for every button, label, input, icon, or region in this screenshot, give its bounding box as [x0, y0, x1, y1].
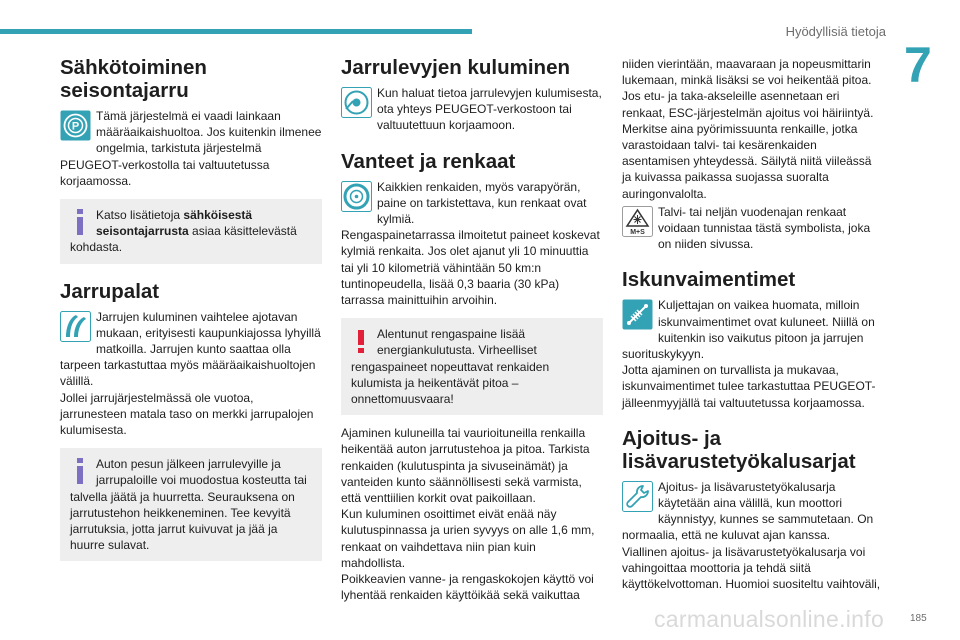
- warning-note-text: Alentunut rengaspaine lisää energiankulutusta. Virheelliset rengaspaineet nopeuttavat renkaiden kulumista ja heikentävät pitoa – onnettomuusvaara!: [351, 327, 550, 407]
- section-title-parking-brake: Sähkötoiminen seisontajarru: [60, 56, 207, 102]
- column-3: [622, 56, 884, 592]
- column-2: [341, 56, 603, 603]
- section-title-brake-pads: Jarrupalat: [60, 279, 160, 303]
- note-text-part: asiaa käsittelevästä kohdasta.: [70, 224, 297, 255]
- paragraph-shock-inspection: Jotta ajaminen on turvallista ja mukavaa, iskunvaimentimet tulee tarkastuttaa PEUGEOT-jälleenmyyjällä tai valtuutetussa korjaamossa.: [622, 363, 876, 410]
- info-note-parking-brake: [60, 199, 322, 264]
- paragraph-text: Kun haluat tietoa jarrulevyjen kulumisesta, ota yhteys PEUGEOT-verkostoon tai valtuutettuun korjaamoon.: [377, 86, 602, 133]
- watermark: carmanualsonline.info: [654, 606, 885, 632]
- section-title-brake-discs: Jarrulevyjen kuluminen: [341, 56, 571, 79]
- info-note-brake-washing: [60, 448, 322, 561]
- paragraph-text: Jarrujen kuluminen vaihtelee ajotavan mukaan, erityisesti kaupunkiajossa lyhyillä matkoilla. Jarrujen kunto saattaa olla tarpeen tarkastuttaa myös määräaikaishuoltojen välillä.: [60, 309, 321, 389]
- warning-note-tyre-pressure: [341, 318, 603, 415]
- paragraph-shock-absorbers: [622, 297, 884, 362]
- shock-absorber-icon: [622, 299, 653, 330]
- paragraph-timing-damage: Viallinen ajoitus- ja lisävarustetyökalusarja voi vahingoittaa moottoria ja tehdä siitä käyttökelvottoman. Huomioi suositeltu vaihtoväli,: [622, 544, 881, 592]
- info-icon: [70, 209, 90, 235]
- ms-label: M+S: [630, 228, 645, 236]
- maintenance-wrench-icon: [60, 110, 91, 141]
- tyre-icon: [341, 181, 372, 212]
- section-title-shock-absorbers: Iskunvaimentimet: [622, 268, 796, 292]
- brake-pad-icon: [60, 311, 91, 342]
- note-text-part: Katso lisätietoja: [96, 208, 184, 223]
- paragraph-tyre-storage: Merkitse aina pyörimissuunta renkaille, jotka varastoidaan talvi- tai kesärenkaiden asentamisen yhteydessä. Säilytä niitä viileässä ja kuivassa paikassa suojassa suoralta auringonvalolta.: [622, 121, 872, 201]
- paragraph-text: Tämä järjestelmä ei vaadi lainkaan määräaikaishuoltoa. Jos kuitenkin ilmenee ongelmia, tarkistuta järjestelmä PEUGEOT-verkostolla tai valtuutetussa korjaamossa.: [60, 109, 322, 188]
- chapter-title: Hyödyllisiä tietoja: [785, 24, 886, 39]
- paragraph-wear-indicators: Kun kuluminen osoittimet eivät enää näy kulutuspinnassa ja urien syvyys on alle 1,6 mm, renkaat on vaihdettava niin pian kuin mahdollista.: [341, 507, 595, 570]
- info-note-text: [70, 207, 312, 256]
- column-1: [60, 56, 322, 561]
- paragraph-winter-tyres: [622, 204, 884, 253]
- chapter-number: 7: [904, 37, 932, 93]
- info-icon: [70, 458, 90, 484]
- snowflake-mountain-icon: [622, 206, 653, 237]
- brake-disc-icon: [341, 87, 372, 118]
- svg-text:P: P: [71, 120, 80, 133]
- paragraph-text: Ajoitus- ja lisävarustetyökalusarja käytetään aina välillä, kun moottori käynnistyy, kunnes se sammutetaan. On normaalia, että ne kuluvat ajan kanssa.: [622, 479, 874, 543]
- paragraph-text: Kuljettajan on vaikea huomata, milloin iskunvaimentimet ovat kuluneet. Niillä on kuitenkin iso vaikutus pitoon ja jarrujen suorituskykyyn.: [622, 298, 875, 362]
- paragraph-parking-brake: [60, 108, 322, 189]
- paragraph-worn-tyres: Ajaminen kuluneilla tai vaurioituneilla renkailla heikentää auton jarrutustehoa ja pitoa. Tarkista renkaiden (kulutuspinta ja sivuseinämät) ja vanteiden kunto säännöllisesti sekä varmista, että venttiilien korkit ovat paikoillaan.: [341, 426, 590, 506]
- paragraph-tyre-pressure: [341, 179, 603, 228]
- paragraph-text: Kaikkien renkaiden, myös varapyörän, paine on tarkistettava, kun renkaat ovat kylmiä.: [377, 179, 587, 227]
- info-note-text: Auton pesun jälkeen jarrulevyille ja jarrupaloille voi muodostua kosteutta tai talvella jäätä ja huurretta. Seurauksena on jarrutustehon heikkeneminen. Tee kevyitä jarrutuksia, jotta jarrut kuivuvat ja jää ja huurre sulavat.: [70, 457, 307, 553]
- paragraph-text: Talvi- tai neljän vuodenajan renkaat voidaan tunnistaa tästä symbolista, joka on niiden sivussa.: [658, 204, 871, 252]
- paragraph-brake-fluid: Jollei jarrujärjestelmässä ole vuotoa, jarrunesteen matala taso on merkki jarrupalojen kulumisesta.: [60, 390, 314, 438]
- paragraph-brake-discs: [341, 85, 603, 134]
- paragraph-tyre-sizes: Poikkeavien vanne- ja rengaskokojen käyttö voi lyhentää renkaiden käyttöikää sekä vaikuttaa: [341, 572, 594, 603]
- warning-exclamation-icon: [351, 328, 371, 354]
- header-accent-bar: [0, 29, 472, 34]
- paragraph-brake-pads: [60, 309, 322, 390]
- paragraph-speedometer: niiden vierintään, maavaraan ja nopeusmittarin lukemaan, minkä lisäksi se voi heikentää pitoa.: [622, 57, 872, 88]
- paragraph-esc: Jos etu- ja taka-akseleille asennetaan eri renkaat, ESC-järjestelmän ajoitus voi häiriintyä.: [622, 89, 874, 120]
- paragraph-pressure-label: Rengaspainetarrassa ilmoitetut paineet koskevat kylmiä renkaita. Jos olet ajanut yli 10 minuuttia tai yli 10 kilometriä vähintään 50 km:n tuntinopeudella, lisää 0,3 baaria (30 kPa) tarrassa mainittuihin arvoihin.: [341, 228, 600, 308]
- note-link-text: sähköisestä seisontajarrusta: [96, 208, 253, 239]
- section-title-timing-kits: Ajoitus- ja lisävarustetyökalusarjat: [622, 426, 856, 473]
- wrench-icon: [622, 481, 653, 512]
- section-title-wheels-tyres: Vanteet ja renkaat: [341, 149, 516, 173]
- paragraph-timing-kits: [622, 479, 884, 544]
- page-number: 185: [910, 613, 927, 624]
